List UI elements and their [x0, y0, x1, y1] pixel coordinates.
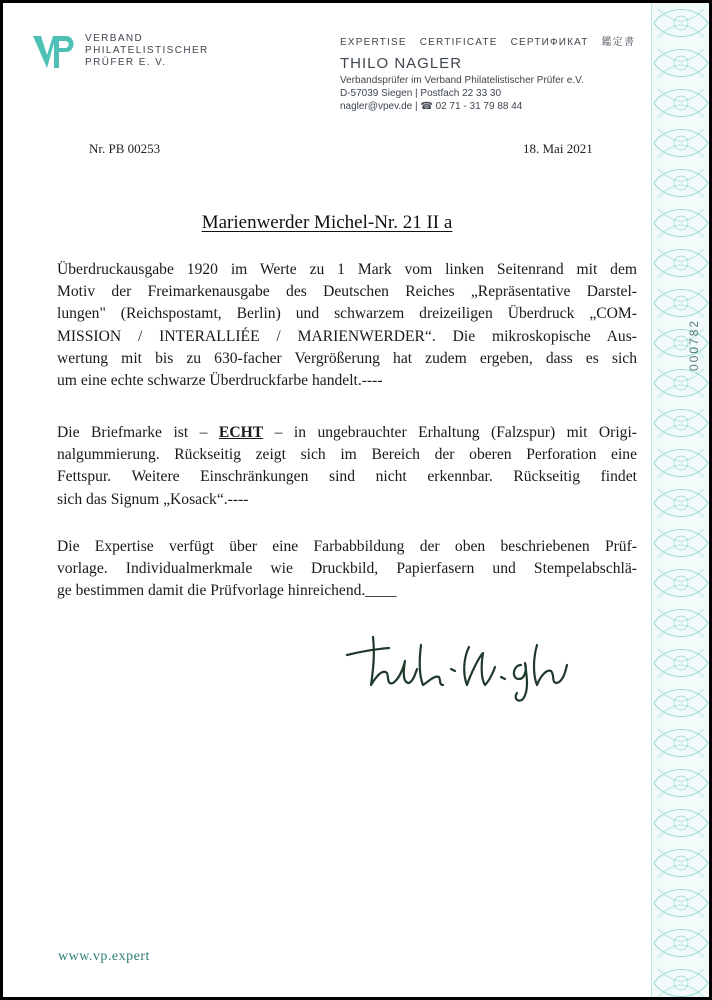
text-line: Motiv der Freimarkenausgabe des Deutschen Reiches „Repräsentative Darstel- [57, 283, 637, 301]
reference-number: Nr. PB 00253 [89, 141, 161, 156]
vpev-logo-icon [32, 35, 76, 69]
certificate-labels [340, 33, 644, 48]
association-line: VERBAND [85, 33, 144, 44]
certificate-page [3, 3, 709, 997]
text-line: lungen" (Reichspostamt, Berlin) und schwarzem dreizeiligen Überdruck „COM- [57, 305, 637, 323]
handwritten-signature [343, 625, 583, 705]
svg-text:000782: 000782 [687, 318, 701, 371]
text-line [57, 422, 637, 444]
expert-address: D-57039 Siegen | Postfach 22 33 30 [340, 88, 502, 99]
label-certificate: CERTIFICATE [419, 37, 498, 48]
label-kanteisho: 鑑定書 [601, 37, 636, 48]
certificate-date: 18. Mai 2021 [523, 141, 593, 156]
text-line: Fettspur. Weitere Einschränkungen sind nicht erkennbar. Rückseitig findet [57, 468, 637, 486]
text-line: sich das Signum „Kosack“.---- [57, 490, 249, 508]
label-sertifikat: СЕРТИФИКАТ [510, 37, 589, 48]
association-line: PRÜFER E. V. [85, 57, 167, 68]
text-line: nalgummierung. Rückseitig zeigt sich im Bereich der oberen Perforation eine [57, 446, 637, 464]
text-line: um eine echte schwarze Überdruckfarbe handelt.---- [57, 372, 383, 390]
paragraph-illustration [57, 536, 637, 603]
association-line: PHILATELISTISCHER [85, 45, 209, 56]
title-text: Marienwerder Michel-Nr. 21 II a [201, 212, 453, 233]
text-line: ge bestimmen damit die Prüfvorlage hinreichend.____ [57, 582, 397, 600]
text-fragment: Die Briefmarke ist – [57, 424, 219, 441]
website-link[interactable]: www.vp.expert [58, 949, 150, 964]
text-line: Die Expertise verfügt über eine Farbabbildung der oben beschriebenen Prüf- [57, 538, 637, 555]
text-fragment: – in ungebrauchter Erhaltung (Falzspur) mit Origi- [263, 424, 637, 441]
label-expertise: EXPERTISE [340, 37, 407, 48]
text-line: Überdruckausgabe 1920 im Werte zu 1 Mark vom linken Seitenrand mit dem [57, 261, 637, 278]
expert-contact: nagler@vpev.de | ☎ 02 71 - 31 79 88 44 [340, 101, 523, 112]
text-line: vorlage. Individualmerkmale wie Druckbild, Papierfasern und Stempelabschlä- [57, 560, 637, 578]
verdict-echt: ECHT [218, 424, 264, 441]
guilloche-pattern [652, 3, 709, 997]
expert-title: Verbandsprüfer im Verband Philatelistischer Prüfer e.V. [340, 75, 584, 86]
association-name [85, 33, 209, 69]
document-title [3, 212, 651, 234]
expert-name: THILO NAGLER [340, 55, 463, 72]
text-line: MISSION / INTERALLIÉE / MARIENWERDER“. Die mikroskopische Aus- [57, 327, 637, 345]
paragraph-verdict [57, 422, 637, 511]
text-line: wertung mit bis zu 630-facher Vergrößerung hat zudem ergeben, dass es sich [57, 349, 637, 367]
serial-number [658, 173, 709, 373]
paragraph-description [57, 259, 637, 392]
security-strip [651, 3, 709, 997]
